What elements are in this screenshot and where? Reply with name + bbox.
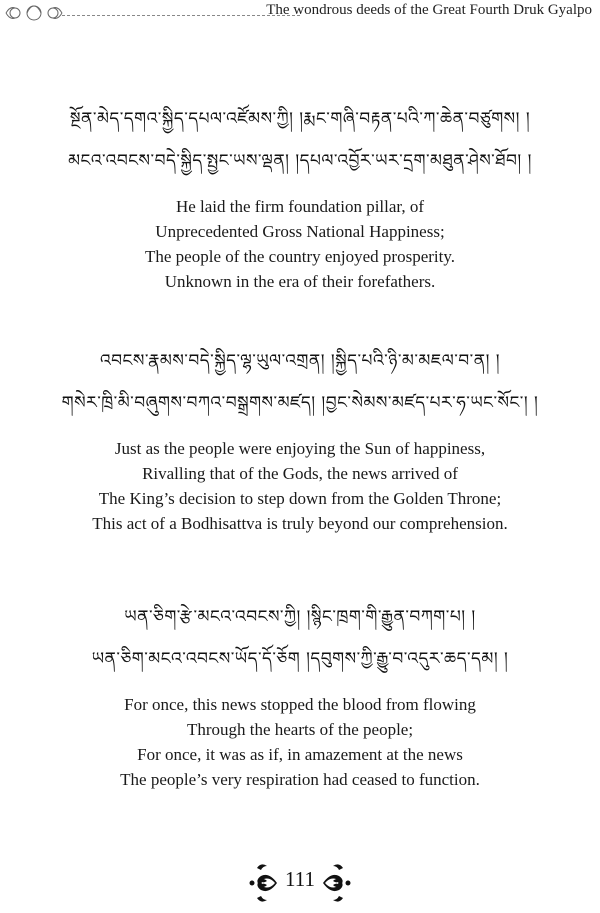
english-line: Through the hearts of the people; [186,720,414,739]
english-translation [0,194,600,294]
english-translation [0,436,600,536]
tibetan-verse [0,340,600,424]
english-line: For once, it was as if, in amazement at the news [137,745,463,764]
english-line: He laid the firm foundation pillar, of [175,197,425,216]
english-line: Unprecedented Gross National Happiness; [155,222,445,241]
english-translation [0,692,600,792]
tibetan-verse [0,596,600,680]
verse-stanza-1 [0,98,600,294]
running-head: The wondrous deeds of the Great Fourth Druk Gyalpo [266,2,592,18]
english-line: Just as the people were enjoying the Sun of happiness, [114,439,486,458]
verse-stanza-2 [0,340,600,536]
tibetan-line: སྔོན་མེད་དགའ་སྐྱིད་དཔལ་འཛོམས་ཀྱི། །རྨང་གཞི་བརྟན་པའི་ཀ་ཆེན་བཙུགས། ། [69,109,531,129]
page-number: 111 [285,867,315,891]
page-number-block [0,858,600,908]
english-line: The people of the country enjoyed prosperity. [145,247,455,266]
english-line: Unknown in the era of their forefathers. [164,272,436,291]
header-ornament-icon [4,2,64,24]
header-rule [62,15,300,16]
english-line: The King’s decision to step down from the Golden Throne; [98,489,502,508]
folio-ornament-right-icon [319,858,353,908]
tibetan-line: ཡན་ཅིག་མངའ་འབངས་ཡོད་དོ་ཅོག །དབུགས་ཀྱི་རྒྱུ་བ་འདུར་ཆད་དམ། ། [91,649,509,669]
verse-stanza-3 [0,596,600,792]
page-header [0,0,600,26]
tibetan-verse [0,98,600,182]
tibetan-line: གསེར་ཁྲི་མི་བཞུགས་བཀའ་བསྒྲགས་མཛད། །བྱང་སེམས་མཛད་པར་ཧ་ཡང་སོང་། ། [61,393,539,413]
english-line: This act of a Bodhisattva is truly beyond our comprehension. [92,514,508,533]
english-line: The people’s very respiration had ceased to function. [120,770,480,789]
english-line: Rivalling that of the Gods, the news arrived of [142,464,458,483]
english-line: For once, this news stopped the blood from flowing [124,695,476,714]
tibetan-line: མངའ་འབངས་བདེ་སྐྱིད་སྤྱང་ཡས་ལྡན། །དཔལ་འབྱོར་ཡར་དྲག་མཐུན་ཤེས་ཐོབ། ། [68,151,532,171]
tibetan-line: ཡན་ཅིག་རྩེ་མངའ་འབངས་ཀྱི། །སྙིང་ཁྲག་གི་རྒྱུན་བཀག་པ། ། [124,607,476,627]
tibetan-line: འབངས་རྣམས་བདེ་སྐྱིད་ལྷ་ཡུལ་འགྲན། །སྐྱིད་པའི་ཉི་མ་མཇལ་བ་ན། ། [99,351,501,371]
